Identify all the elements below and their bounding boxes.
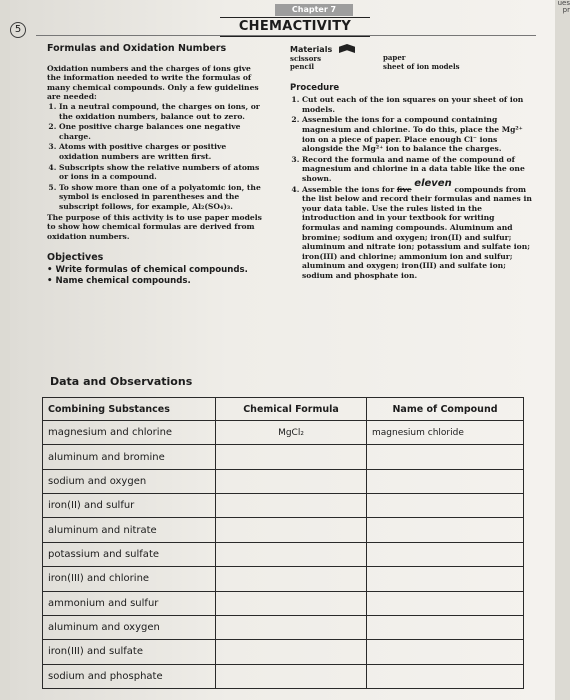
struck-word: five	[396, 184, 412, 194]
handwritten-correction: eleven	[414, 177, 452, 189]
procedure-step: 2. Assemble the ions for a compound containing magnesium and chlorine. To do this, place the Mg²⁺ ion on a piece of paper. Place enough Cl⁻ ions alongside the Mg²⁺ ion to balance the charges.	[302, 115, 535, 153]
guideline-item: 4. Subscripts show the relative numbers of atoms or ions in a compound.	[59, 163, 267, 182]
materials-heading	[290, 44, 355, 55]
formula-cell[interactable]	[216, 615, 367, 639]
section-heading: Formulas and Oxidation Numbers	[47, 43, 227, 54]
table-row	[43, 445, 524, 469]
table-row	[43, 542, 524, 566]
corner-text-line: pr	[562, 6, 570, 14]
objectives	[47, 253, 267, 287]
objective-item: • Write formulas of chemical compounds.	[47, 265, 267, 276]
compound-name-cell[interactable]	[367, 640, 524, 664]
material-item: sheet of ion models	[383, 61, 460, 71]
table-header-row	[43, 398, 524, 421]
materials	[290, 44, 535, 72]
compound-name-cell[interactable]: magnesium chloride	[367, 421, 524, 445]
formula-cell[interactable]: MgCl₂	[216, 421, 367, 445]
page-title: CHEMACTIVITY	[220, 17, 370, 37]
left-column	[47, 44, 267, 287]
formula-cell[interactable]	[216, 640, 367, 664]
objective-item: • Name chemical compounds.	[47, 276, 267, 287]
purpose-paragraph: The purpose of this activity is to use paper models to show how chemical formulas are derived from oxidation numbers.	[47, 212, 262, 241]
column-header: Combining Substances	[43, 398, 216, 421]
table-row	[43, 567, 524, 591]
header-divider	[36, 35, 536, 36]
substances-cell: aluminum and bromine	[43, 445, 216, 469]
corner-text-line: ues	[557, 0, 570, 7]
formula-cell[interactable]	[216, 494, 367, 518]
step4-text: compounds from the list below and record their formulas and names in your data table. Use the rules listed in the introduction and in your textbook for writing formulas and naming compounds. Aluminum and bromine; sodium and oxygen; iron(II) and sulfur; aluminum and nitrate ion; potassium and sulfate ion; iron(III) and chlorine; ammonium ion and sulfur; aluminum and oxygen; iron(III) and sulfate ion; sodium and phosphate ion.	[302, 184, 532, 280]
formula-cell[interactable]	[216, 664, 367, 688]
materials-heading-label: Materials	[290, 45, 333, 54]
substances-cell: iron(II) and sulfur	[43, 494, 216, 518]
step4-text: Assemble the ions for	[302, 184, 397, 194]
procedure-heading: Procedure	[290, 82, 340, 93]
procedure-step: 1. Cut out each of the ion squares on your sheet of ion models.	[302, 95, 535, 114]
column-header: Name of Compound	[367, 398, 524, 421]
table-row	[43, 494, 524, 518]
material-item: scissors	[290, 53, 322, 63]
compound-name-cell[interactable]	[367, 664, 524, 688]
substances-cell: aluminum and oxygen	[43, 615, 216, 639]
compound-name-cell[interactable]	[367, 494, 524, 518]
substances-cell: magnesium and chlorine	[43, 421, 216, 445]
table-row	[43, 615, 524, 639]
substances-cell: ammonium and sulfur	[43, 591, 216, 615]
compound-name-cell[interactable]	[367, 615, 524, 639]
column-header: Chemical Formula	[216, 398, 367, 421]
formula-cell[interactable]	[216, 518, 367, 542]
substances-cell: iron(III) and chlorine	[43, 567, 216, 591]
table-row	[43, 591, 524, 615]
procedure-step: 3. Record the formula and name of the compound of magnesium and chlorine in a data table like the one shown.	[302, 155, 535, 184]
guideline-item: 1. In a neutral compound, the charges on ions, or the oxidation numbers, balance out to zero.	[59, 102, 267, 121]
corner-text	[558, 0, 570, 14]
compound-name-cell[interactable]	[367, 567, 524, 591]
guideline-item: 3. Atoms with positive charges or positive oxidation numbers are written first.	[59, 142, 267, 161]
materials-col-2	[383, 44, 460, 72]
compound-name-cell[interactable]	[367, 518, 524, 542]
table-row	[43, 421, 524, 445]
substances-cell: iron(III) and sulfate	[43, 640, 216, 664]
intro-paragraph: Oxidation numbers and the charges of ions give the information needed to write the formulas of many chemical compounds. Only a few guidelines are needed:	[47, 63, 259, 102]
formula-cell[interactable]	[216, 591, 367, 615]
substances-cell: aluminum and nitrate	[43, 518, 216, 542]
compound-name-cell[interactable]	[367, 469, 524, 493]
materials-col-1	[290, 44, 355, 72]
compound-name-cell[interactable]	[367, 542, 524, 566]
material-item: pencil	[290, 62, 315, 72]
substances-cell: sodium and oxygen	[43, 469, 216, 493]
table-row	[43, 469, 524, 493]
material-item: paper	[383, 53, 406, 62]
formula-cell[interactable]	[216, 469, 367, 493]
procedure-steps	[290, 95, 535, 280]
formula-cell[interactable]	[216, 567, 367, 591]
objectives-list	[47, 265, 267, 287]
table-row	[43, 518, 524, 542]
substances-cell: sodium and phosphate	[43, 664, 216, 688]
guideline-item: 2. One positive charge balances one negative charge.	[59, 122, 267, 141]
formula-cell[interactable]	[216, 542, 367, 566]
compound-name-cell[interactable]	[367, 445, 524, 469]
data-heading: Data and Observations	[50, 375, 193, 388]
chapter-tag: Chapter 7	[275, 4, 353, 16]
compound-name-cell[interactable]	[367, 591, 524, 615]
formula-cell[interactable]	[216, 445, 367, 469]
procedure-step	[302, 177, 535, 281]
page-number: 5	[10, 22, 26, 38]
guideline-item: 5. To show more than one of a polyatomic ion, the symbol is enclosed in parentheses and the subscript follows, for example, Al₂(SO₄)₃.	[59, 183, 267, 212]
book-icon	[339, 44, 355, 53]
table-row	[43, 640, 524, 664]
right-column	[290, 44, 535, 281]
guidelines-list	[47, 102, 267, 212]
table-row	[43, 664, 524, 688]
objectives-heading: Objectives	[47, 252, 104, 264]
data-table	[42, 397, 524, 689]
substances-cell: potassium and sulfate	[43, 542, 216, 566]
